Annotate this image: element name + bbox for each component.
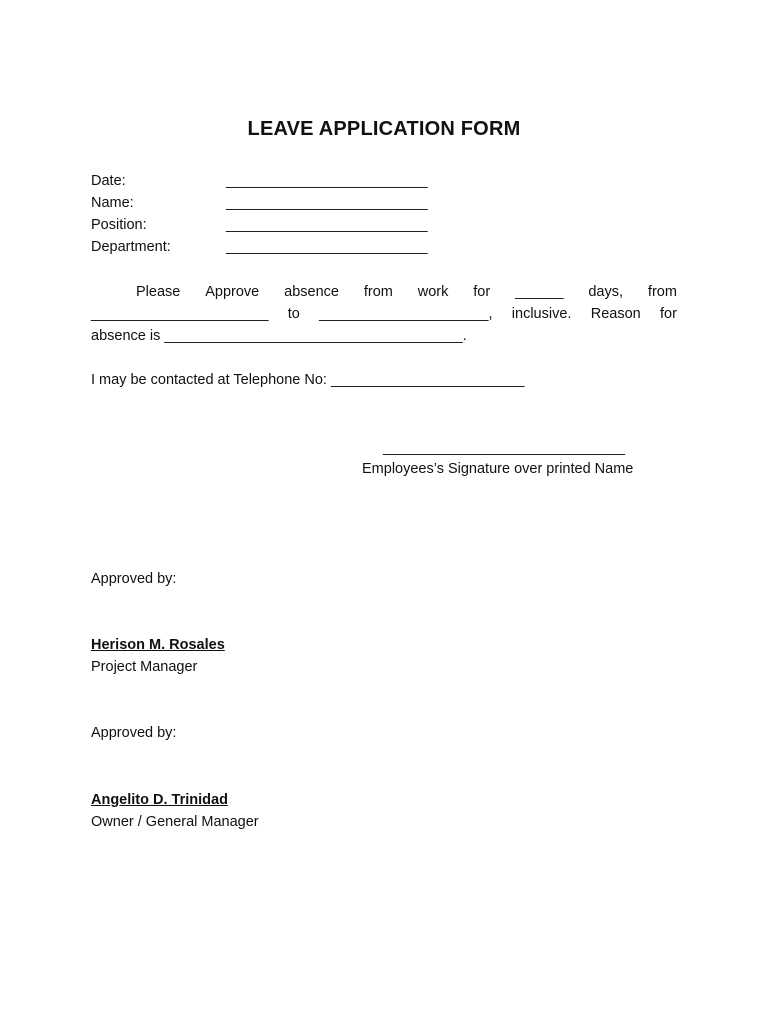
- signature-blank[interactable]: ______________________________: [383, 440, 625, 456]
- position-blank[interactable]: _________________________: [226, 217, 428, 233]
- reason-line[interactable]: absence is _____________________________________.: [91, 328, 467, 344]
- request-word: Reason: [590, 306, 641, 322]
- request-word: Approve: [205, 284, 260, 300]
- request-paragraph: [91, 281, 677, 347]
- request-word: from: [647, 284, 677, 300]
- request-word: days,: [588, 284, 624, 300]
- request-word: absence: [284, 284, 339, 300]
- telephone-line[interactable]: I may be contacted at Telephone No: ________________________: [91, 372, 525, 388]
- request-line-2: [91, 303, 677, 325]
- approver-name-1: Herison M. Rosales: [91, 637, 225, 653]
- request-word: to: [287, 306, 300, 322]
- to-date-blank[interactable]: _____________________,: [319, 306, 493, 322]
- request-line-1: [91, 281, 677, 303]
- signature-caption: Employees’s Signature over printed Name: [362, 461, 634, 477]
- form-title: LEAVE APPLICATION FORM: [247, 118, 521, 140]
- department-blank[interactable]: _________________________: [226, 239, 428, 255]
- approved-by-label-2: Approved by:: [91, 725, 177, 741]
- approved-by-label-1: Approved by:: [91, 571, 177, 587]
- days-blank[interactable]: ______: [515, 284, 564, 300]
- request-word: from: [363, 284, 393, 300]
- approver-name-2: Angelito D. Trinidad: [91, 792, 228, 808]
- approver-role-2: Owner / General Manager: [91, 814, 259, 830]
- name-label: Name:: [91, 195, 134, 211]
- from-date-blank[interactable]: ______________________: [91, 306, 269, 322]
- name-blank[interactable]: _________________________: [226, 195, 428, 211]
- department-label: Department:: [91, 239, 171, 255]
- request-word: for: [473, 284, 491, 300]
- request-word: for: [660, 306, 677, 322]
- approver-role-1: Project Manager: [91, 659, 198, 675]
- date-label: Date:: [91, 173, 126, 189]
- request-word: Please: [136, 284, 181, 300]
- position-label: Position:: [91, 217, 147, 233]
- date-blank[interactable]: _________________________: [226, 173, 428, 189]
- request-word: work: [417, 284, 449, 300]
- request-word: inclusive.: [511, 306, 572, 322]
